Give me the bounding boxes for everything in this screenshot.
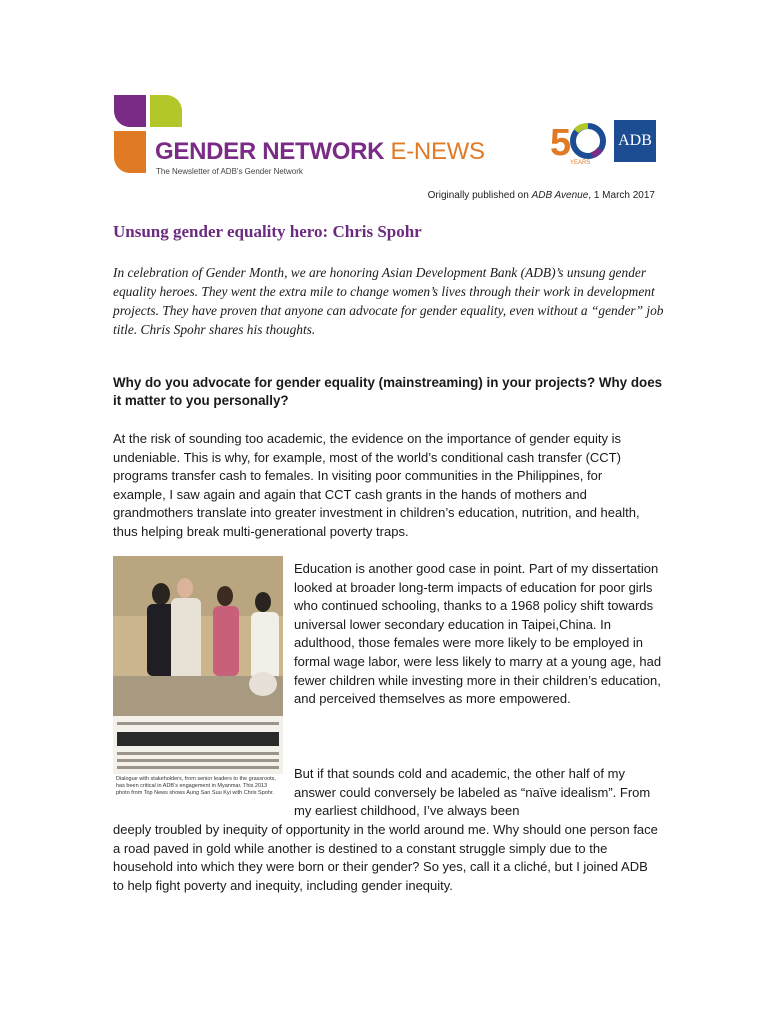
brand-title-secondary: E-NEWS bbox=[390, 138, 485, 165]
interview-question: Why do you advocate for gender equality (mainstreaming) in your projects? Why does it matter to you personally? bbox=[113, 375, 663, 408]
newsletter-title bbox=[155, 138, 485, 166]
article-title: Unsung gender equality hero: Chris Spohr bbox=[113, 222, 422, 241]
svg-text:5: 5 bbox=[550, 122, 572, 164]
answer-paragraph-1: At the risk of sounding too academic, the evidence on the importance of gender equity is undeniable. This is why, for example, most of the world’s conditional cash transfer (CCT) programs transfer cash to females. In visiting poor communities in the Philippines, for example, I saw again and again that CCT cash grants in the hands of mothers and grandmothers translate into greater investment in children’s education, nutrition, and health, thus helping break multi-generational poverty traps. bbox=[113, 431, 640, 539]
answer-paragraph-3-start: But if that sounds cold and academic, the other half of my answer could conversely be labeled as “naïve idealism”. From my earliest childhood, I’ve always been bbox=[294, 766, 651, 819]
publication-prefix: Originally published on bbox=[427, 190, 532, 201]
article-intro: In celebration of Gender Month, we are honoring Asian Development Bank (ADB)’s unsung gender equality heroes. They went the extra mile to change women’s lives through their work in development projects. They have proven that anyone can advocate for gender equality, even without a “gender” job title. Chris Spohr shares his thoughts. bbox=[113, 265, 664, 337]
anniversary-years-label: YEARS bbox=[570, 160, 591, 165]
anniversary-50-logo-icon bbox=[548, 117, 610, 165]
publication-note bbox=[428, 190, 655, 201]
answer-paragraph-2: Education is another good case in point. Part of my dissertation looked at broader long-term impacts of education for poor girls who continued schooling, thanks to a 1968 policy shift towards universal lower secondary education in Taipei,China. In adulthood, those females were more likely to be employed in formal wage labor, were less likely to marry at a young age, had fewer children while investing more in their children’s education, and perceived themselves as more empowered. bbox=[294, 561, 662, 707]
brand-title-primary: GENDER NETWORK bbox=[155, 138, 385, 165]
publication-source: ADB Avenue bbox=[531, 190, 589, 201]
adb-logo: ADB bbox=[614, 120, 656, 162]
newspaper-photo bbox=[113, 556, 283, 774]
answer-paragraph-3-continued: deeply troubled by inequity of opportunity in the world around me. Why should one person face a road paved in gold while another is destined to a constant struggle simply due to the household into which they were born or their gender? So yes, call it a cliché, but I joined ADB to help fight poverty and inequity, including gender inequity. bbox=[113, 822, 658, 893]
photo-caption: Dialogue with stakeholders, from senior leaders to the grassroots, has been critical in ADB’s engagement in Myanmar. This 2013 photo from Top News shows Aung San Suu Kyi with Chris Spohr. bbox=[116, 776, 276, 796]
publication-date: , 1 March 2017 bbox=[588, 190, 655, 201]
newsletter-subtitle: The Newsletter of ADB's Gender Network bbox=[156, 167, 303, 176]
